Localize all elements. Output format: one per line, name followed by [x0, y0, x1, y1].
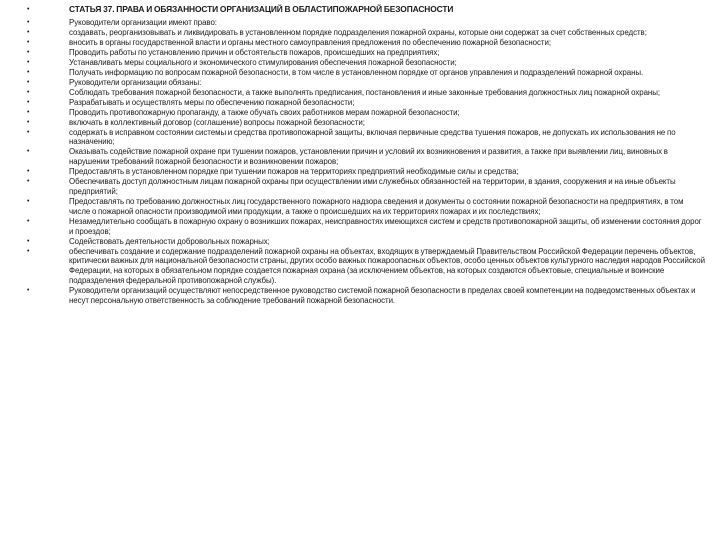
bullet-icon: •: [27, 148, 30, 156]
list-item-text: Руководители организаций осуществляют непосредственное руководство системой пожарной безопасности в пределах своей компетенции на подведомственных объектах и несут персональную ответственность за соблюдение требований пожарной безопасности.: [69, 285, 696, 305]
list-item-text: Соблюдать требования пожарной безопасности, а также выполнять предписания, постановления и иные законные требования должностных лиц пожарной охраны;: [69, 87, 661, 97]
bullet-icon: •: [27, 28, 30, 36]
list-item: [27, 237, 705, 247]
list-item-text: Оказывать содействие пожарной охране при тушении пожаров, установлении причин и условий их возникновения и развития, а также при выявлении лиц, виновных в нарушении требований пожарной безопасности и возникновении пожаров;: [69, 147, 668, 167]
bullet-icon: •: [27, 237, 30, 245]
bullet-icon: •: [27, 68, 30, 76]
bullet-icon: •: [27, 18, 30, 26]
list-item: [27, 177, 705, 197]
list-item: [27, 147, 705, 167]
list-item-text: Устанавливать меры социального и экономического стимулирования обеспечения пожарной безопасности;: [69, 57, 457, 67]
list-item-text: Руководители организации обязаны:: [69, 77, 202, 87]
bullet-icon: •: [27, 108, 30, 116]
list-item: [27, 167, 705, 177]
list-item: [27, 28, 705, 38]
list-item-text: Проводить работы по установлению причин и обстоятельств пожаров, происшедших на предприятиях;: [69, 47, 440, 57]
list-item: [27, 197, 705, 217]
list-item: [27, 78, 705, 88]
list-item-text: обеспечивать создание и содержание подразделений пожарной охраны на объектах, входящих в утверждаемый Правительством Российской Федерации перечень объектов, критически важных для национальной безопасности страны, других особо важных пожароопасных объектов, особо ценных объектов культурного наследия народов Российской Федерации, на которых в обязательном порядке создается пожарная охрана (за исключением объектов, на которых создаются объектовые, специальные и воинские подразделения федеральной противопожарной службы).: [69, 246, 705, 285]
bullet-icon: •: [27, 48, 30, 56]
bullet-icon: •: [27, 178, 30, 186]
bullet-icon: •: [27, 58, 30, 66]
bullet-icon: •: [27, 247, 30, 255]
list-item-text: Руководители организации имеют право:: [69, 17, 217, 27]
list-item-text: Незамедлительно сообщать в пожарную охрану о возникших пожарах, неисправностях имеющихся систем и средств противопожарной защиты, об изменении состояния дорог и проездов;: [69, 216, 702, 236]
list-item-text: вносить в органы государственной власти и органы местного самоуправления предложения по обеспечению пожарной безопасности;: [69, 37, 551, 47]
article-title-item: [27, 5, 705, 15]
list-item-text: Предоставлять в установленном порядке при тушении пожаров на территориях предприятий необходимые силы и средства;: [69, 167, 519, 177]
list-item: [27, 128, 705, 148]
list-item: [27, 118, 705, 128]
list-item-text: Разрабатывать и осуществлять меры по обеспечению пожарной безопасности;: [69, 97, 355, 107]
bullet-icon: •: [27, 88, 30, 96]
list-item: [27, 247, 705, 286]
article-list: [27, 3, 705, 305]
list-item: [27, 68, 705, 78]
bullet-icon: •: [27, 98, 30, 106]
article-title: СТАТЬЯ 37. ПРАВА И ОБЯЗАННОСТИ ОРГАНИЗАЦИЙ В ОБЛАСТИПОЖАРНОЙ БЕЗОПАСНОСТИ: [69, 4, 454, 14]
bullet-icon: •: [27, 38, 30, 46]
list-item: [27, 88, 705, 98]
list-item-text: Предоставлять по требованию должностных лиц государственного пожарного надзора сведения и документы о состоянии пожарной безопасности на предприятиях, в том числе о пожарной опасности производимой ими продукции, а также о происшедших на их территориях пожарах и их последствиях;: [69, 196, 684, 216]
bullet-icon: •: [27, 286, 30, 294]
list-item-text: Содействовать деятельности добровольных пожарных;: [69, 236, 270, 246]
list-item-text: содержать в исправном состоянии системы и средства противопожарной защиты, включая первичные средства тушения пожаров, не допускать их использования не по назначению;: [69, 127, 676, 147]
list-item-text: Получать информацию по вопросам пожарной безопасности, в том числе в установленном порядке от органов управления и подразделений пожарной охраны.: [69, 67, 644, 77]
list-item-text: Обеспечивать доступ должностным лицам пожарной охраны при осуществлении ими служебных обязанностей на территории, в здания, сооружения и на иные объекты предприятий;: [69, 177, 676, 196]
list-item: [27, 98, 705, 108]
list-item: [27, 58, 705, 68]
bullet-icon: •: [27, 78, 30, 86]
bullet-icon: •: [27, 217, 30, 225]
bullet-icon: •: [27, 168, 30, 176]
list-item-text: создавать, реорганизовывать и ликвидировать в установленном порядке подразделения пожарной охраны, которые они содержат за счет собственных средств;: [69, 27, 647, 37]
bullet-icon: •: [27, 128, 30, 136]
list-item: [27, 38, 705, 48]
list-item: [27, 108, 705, 118]
bullet-icon: •: [27, 6, 30, 13]
bullet-icon: •: [27, 197, 30, 205]
list-item-text: Проводить противопожарную пропаганду, а также обучать своих работников мерам пожарной безопасности;: [69, 107, 460, 117]
list-item: [27, 48, 705, 58]
list-item: [27, 286, 705, 306]
list-item: [27, 18, 705, 28]
bullet-icon: •: [27, 118, 30, 126]
list-item: [27, 217, 705, 237]
list-item-text: включать в коллективный договор (соглашение) вопросы пожарной безопасности;: [69, 117, 365, 127]
